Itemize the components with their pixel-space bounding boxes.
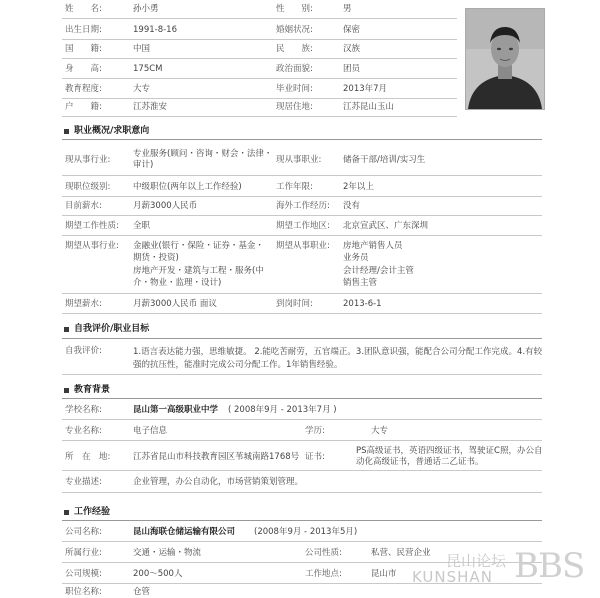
work-section-title: 工作经验	[74, 507, 111, 517]
company-label: 公司名称:	[65, 527, 102, 537]
company-industry-label: 所属行业:	[65, 548, 102, 558]
job-title-label: 职位名称:	[65, 587, 102, 597]
divider	[62, 293, 542, 294]
marital-value: 保密	[343, 25, 361, 35]
section-bullet-icon	[64, 510, 69, 515]
location-label: 所 在 地:	[65, 452, 111, 462]
degree-value: 大专	[371, 426, 389, 436]
company-industry-value: 交通・运输・物流	[133, 548, 202, 558]
divider	[62, 18, 457, 19]
name-value: 孙小勇	[133, 4, 159, 14]
height-label: 身 高:	[65, 64, 102, 74]
work-years-value: 2年以上	[343, 182, 374, 192]
degree-label: 学历:	[305, 426, 325, 436]
school-label: 学校名称:	[65, 405, 102, 415]
political-value: 团员	[343, 64, 361, 74]
arrival-label: 到岗时间:	[276, 299, 313, 309]
work-years-label: 工作年限:	[276, 182, 313, 192]
gender-label: 性 别:	[276, 4, 313, 14]
ethnicity-value: 汉族	[343, 44, 361, 54]
current-industry-label: 现从事行业:	[65, 155, 111, 165]
career-section-title: 职业概况/求职意向	[74, 126, 150, 136]
overseas-label: 海外工作经历:	[276, 201, 330, 211]
watermark-cn: 昆山论坛	[446, 552, 507, 570]
self-section-title: 自我评价/职业目标	[74, 324, 150, 334]
residence-label: 现居住地:	[276, 102, 313, 112]
job-nature-label: 期望工作性质:	[65, 221, 119, 231]
major-desc-value: 企业管理，办公自动化，市场营销策划管理。	[133, 477, 304, 487]
divider	[62, 196, 542, 197]
divider	[62, 541, 542, 542]
graduation-label: 毕业时间:	[276, 84, 313, 94]
current-industry-value: 专业服务(顾问・咨询・财会・法律・审计)	[133, 149, 273, 170]
company-scale-value: 200～500人	[133, 569, 183, 579]
desired-area-value: 北京宣武区、广东深圳	[343, 221, 429, 231]
residence-value: 江苏昆山玉山	[343, 102, 395, 112]
divider	[62, 374, 542, 375]
arrival-value: 2013-6-1	[343, 299, 382, 309]
education-section-title: 教育背景	[74, 385, 111, 395]
major-label: 专业名称:	[65, 426, 102, 436]
school-value: 昆山第一高级职业中学	[133, 405, 219, 415]
section-divider	[62, 338, 542, 339]
current-position-label: 现从事职业:	[276, 155, 322, 165]
work-place-label: 工作地点:	[305, 569, 342, 579]
profile-photo	[465, 8, 545, 110]
divider	[62, 39, 457, 40]
company-period: (2008年9月 - 2013年5月)	[254, 527, 358, 537]
self-eval-text: 1.语言表达能力强，思维敏捷。 2.能吃苦耐劳，五官端正。3.团队意识强，能配合公司分配工作完成。4.有较强的抗压性，能准时完成公司分配工作。1年销售经验。	[133, 347, 543, 370]
company-nature-value: 私营、民营企业	[371, 548, 431, 558]
section-divider	[62, 520, 542, 521]
company-nature-label: 公司性质:	[305, 548, 342, 558]
current-salary-value: 月薪3000人民币	[133, 201, 198, 211]
education-level-value: 大专	[133, 84, 151, 94]
ethnicity-label: 民 族:	[276, 44, 313, 54]
nationality-value: 中国	[133, 44, 151, 54]
section-bullet-icon	[64, 129, 69, 134]
job-title-value: 仓管	[133, 587, 151, 597]
birthdate-label: 出生日期:	[65, 25, 102, 35]
job-level-label: 现职位级别:	[65, 182, 111, 192]
birthdate-value: 1991-8-16	[133, 25, 177, 35]
school-period: ( 2008年9月 - 2013年7月 )	[228, 405, 337, 415]
major-desc-label: 专业描述:	[65, 477, 102, 487]
desired-industry-line: 房地产开发・建筑与工程・服务(中	[133, 266, 264, 276]
desired-industry-label: 期望从事行业:	[65, 241, 119, 251]
desired-industry-line: 期货・投资)	[133, 253, 179, 263]
section-bullet-icon	[64, 327, 69, 332]
desired-position-line: 房地产销售人员	[343, 241, 403, 251]
watermark-en: KUNSHAN	[412, 568, 493, 586]
desired-salary-label: 期望薪水:	[65, 299, 102, 309]
political-label: 政治面貌:	[276, 64, 313, 74]
divider	[62, 98, 457, 99]
name-label: 姓 名:	[65, 4, 102, 14]
company-scale-label: 公司规模:	[65, 569, 102, 579]
work-place-value: 昆山市	[371, 569, 397, 579]
job-level-value: 中级职位(两年以上工作经验)	[133, 182, 242, 192]
divider	[62, 78, 457, 79]
divider	[62, 116, 457, 117]
divider	[62, 235, 542, 236]
nationality-label: 国 籍:	[65, 44, 102, 54]
divider	[62, 313, 542, 314]
divider	[62, 492, 542, 493]
cert-value: PS高级证书，英语四级证书，驾驶证C照，办公自动化高级证书，普通话二乙证书。	[356, 446, 543, 467]
profile-photo-image	[466, 9, 544, 109]
section-divider	[62, 398, 542, 399]
divider	[62, 58, 457, 59]
major-value: 电子信息	[133, 426, 168, 436]
section-divider	[62, 139, 542, 140]
desired-position-label: 期望从事职业:	[276, 241, 330, 251]
cert-label: 证书:	[305, 452, 325, 462]
desired-industry-line: 金融业(银行・保险・证券・基金・	[133, 241, 264, 251]
divider	[62, 419, 542, 420]
watermark-bbs: BBS	[514, 546, 585, 586]
self-eval-label: 自我评价:	[65, 346, 102, 356]
desired-position-line: 业务员	[343, 253, 369, 263]
marital-label: 婚姻状况:	[276, 25, 313, 35]
height-value: 175CM	[133, 64, 163, 74]
company-value: 昆山海联仓储运输有限公司	[133, 527, 236, 537]
divider	[62, 175, 542, 176]
graduation-value: 2013年7月	[343, 84, 388, 94]
desired-salary-value: 月薪3000人民币 面议	[133, 299, 217, 309]
divider	[62, 440, 542, 441]
job-nature-value: 全职	[133, 221, 151, 231]
desired-position-line: 销售主管	[343, 278, 378, 288]
location-value: 江苏省昆山市科技教育园区苇城南路1768号	[133, 452, 300, 462]
desired-area-label: 期望工作地区:	[276, 221, 330, 231]
overseas-value: 没有	[343, 201, 361, 211]
gender-value: 男	[343, 4, 352, 14]
current-salary-label: 目前薪水:	[65, 201, 102, 211]
section-bullet-icon	[64, 388, 69, 393]
hukou-label: 户 籍:	[65, 102, 102, 112]
divider	[62, 470, 542, 471]
divider	[62, 215, 542, 216]
desired-industry-line: 介・物业・监理・设计)	[133, 278, 222, 288]
desired-position-line: 会计经理/会计主管	[343, 266, 414, 276]
education-level-label: 教育程度:	[65, 84, 102, 94]
hukou-value: 江苏淮安	[133, 102, 168, 112]
current-position-value: 储备干部/培训/实习生	[343, 155, 426, 165]
